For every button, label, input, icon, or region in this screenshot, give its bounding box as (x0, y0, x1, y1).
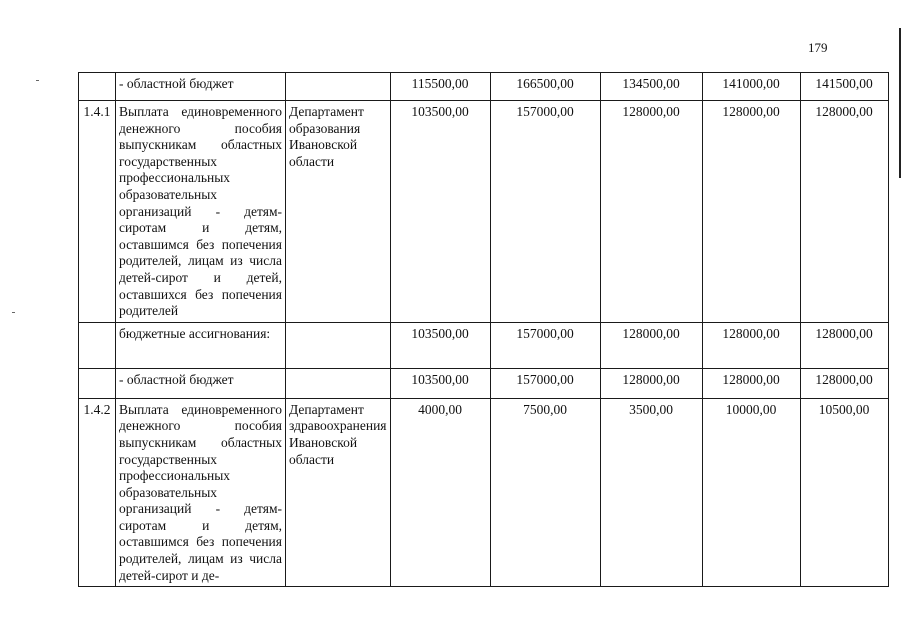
value-cell: 103500,00 (390, 322, 490, 368)
value-cell: 3500,00 (600, 398, 702, 587)
value-cell: 157000,00 (490, 101, 600, 323)
row-department (286, 322, 391, 368)
value-cell: 10500,00 (800, 398, 888, 587)
scan-speck (36, 80, 39, 81)
row-department (286, 73, 391, 101)
value-cell: 103500,00 (390, 368, 490, 398)
value-cell: 128000,00 (600, 101, 702, 323)
value-cell: 7500,00 (490, 398, 600, 587)
row-code: 1.4.1 (79, 101, 116, 323)
table-row (79, 398, 889, 587)
row-code: 1.4.2 (79, 398, 116, 587)
value-cell: 128000,00 (800, 368, 888, 398)
value-cell: 128000,00 (800, 322, 888, 368)
row-department (286, 368, 391, 398)
scan-speck (12, 312, 15, 313)
row-description: бюджетные ассигнования: (116, 322, 286, 368)
value-cell: 157000,00 (490, 322, 600, 368)
row-department: Департамент здравоохранения Ивановской области (286, 398, 391, 587)
row-code (79, 73, 116, 101)
table-row (79, 322, 889, 368)
table-row (79, 368, 889, 398)
value-cell: 128000,00 (600, 322, 702, 368)
value-cell: 141500,00 (800, 73, 888, 101)
row-description: - областной бюджет (116, 368, 286, 398)
table-row (79, 101, 889, 323)
row-description: Выплата единовременного денежного пособия выпускникам областных государственных профессиональных образовательных организаций - детям-сиротам и детям, оставшимся без попечения родителей, лицам из числа детей-сирот и де- (116, 398, 286, 587)
value-cell: 128000,00 (702, 101, 800, 323)
table-row (79, 73, 889, 101)
value-cell: 10000,00 (702, 398, 800, 587)
value-cell: 128000,00 (702, 368, 800, 398)
value-cell: 166500,00 (490, 73, 600, 101)
value-cell: 141000,00 (702, 73, 800, 101)
value-cell: 115500,00 (390, 73, 490, 101)
value-cell: 128000,00 (600, 368, 702, 398)
page-number: 179 (808, 40, 828, 55)
value-cell: 157000,00 (490, 368, 600, 398)
row-code (79, 322, 116, 368)
value-cell: 4000,00 (390, 398, 490, 587)
value-cell: 134500,00 (600, 73, 702, 101)
value-cell: 128000,00 (702, 322, 800, 368)
value-cell: 103500,00 (390, 101, 490, 323)
page-edge-line (899, 28, 901, 178)
row-department: Департамент образования Ивановской области (286, 101, 391, 323)
row-description: Выплата единовременного денежного пособия выпускникам областных государственных профессиональных образовательных организаций - детям-сиротам и детям, оставшимся без попечения родителей, лицам из числа детей-сирот и детей, оставшихся без попечения родителей (116, 101, 286, 323)
row-description: - областной бюджет (116, 73, 286, 101)
value-cell: 128000,00 (800, 101, 888, 323)
budget-table (78, 72, 889, 587)
row-code (79, 368, 116, 398)
